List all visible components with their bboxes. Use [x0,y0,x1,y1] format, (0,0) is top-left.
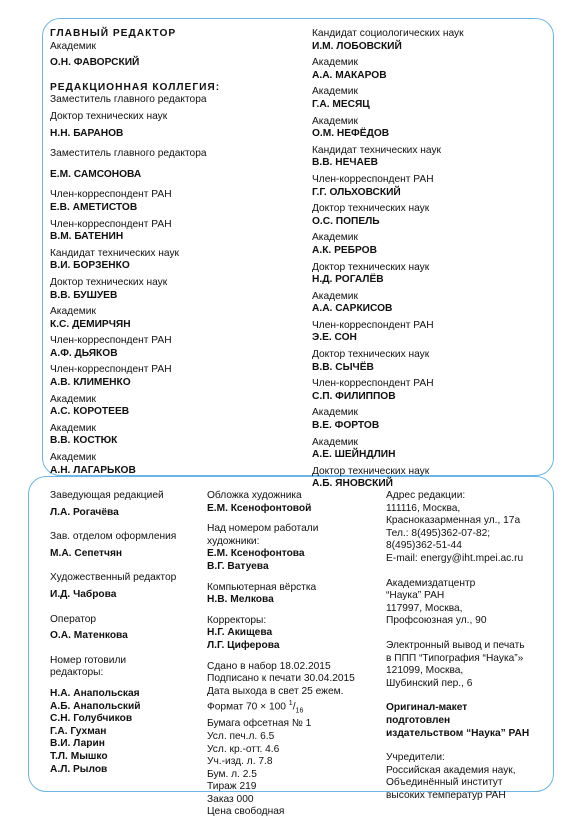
member-title: Доктор технических наук [312,465,430,477]
staff-name: М.А. Сепетчян [50,547,123,559]
member-name: Г.Г. ОЛЬХОВСКИЙ [312,186,401,198]
founders [386,752,529,802]
member-name: Г.А. МЕСЯЦ [312,98,370,110]
print-detail: Дата выхода в свет 25 ежем. [207,685,344,697]
contact-line: Российская академия наук, [386,764,516,776]
proofreader-name: Н.Г. Акищева [207,627,273,639]
staff-role: Корректоры: [207,614,267,626]
print-format: Формат 70 × 100 $^1/_{16}$ [207,700,304,715]
member-name: А.Б. ЯНОВСКИЙ [312,478,393,490]
editor-name: Н.А. Анапольская [50,687,140,699]
board-member-list [50,189,220,477]
member-name: В.В. БУШУЕВ [50,289,118,301]
editor-name: В.И. Ларин [50,738,105,750]
member-title: Академик [50,452,96,464]
editorial-board-left-column [50,28,220,477]
contact-line: Адрес редакции: [386,490,466,501]
member-name: И.М. ЛОБОВСКИЙ [312,40,402,52]
contact-line: Учредители: [386,752,445,764]
member-name: К.С. ДЕМИРЧЯН [50,318,131,330]
member-title: Академик [312,232,358,244]
member-title: Доктор технических наук [312,261,430,273]
member-title: Кандидат технических наук [50,247,180,259]
member-title: Доктор технических наук [50,276,168,288]
staff-role: Номер готовили [50,654,127,666]
contact-line: издательством “Наука” РАН [386,727,530,739]
artist-name: В.Г. Ватуева [207,560,269,572]
staff-name: Н.В. Мелкова [207,594,274,606]
contact-line: Объединённый институт [386,777,503,789]
editor-name: А.Б. Анапольский [50,700,141,712]
deputy-editor-title: Доктор технических наук [50,110,168,122]
member-title: Доктор технических наук [312,349,430,361]
member-name: О.С. ПОПЕЛЬ [312,215,380,227]
staff-name: О.А. Матенкова [50,630,128,642]
staff-role: Компьютерная вёрстка [207,581,317,593]
publisher-center [386,578,529,628]
editorial-board-right-column [312,28,464,491]
editorial-address [386,490,529,566]
staff-role: редакторы: [50,667,104,679]
print-detail: Усл. печ.л. 6.5 [207,730,275,742]
printing-house [386,640,529,690]
contact-line: высоких температур РАН [386,789,506,801]
member-title: Академик [312,115,358,127]
member-title: Доктор технических наук [312,203,430,215]
member-title: Член-корреспондент РАН [50,218,172,230]
staff-role: Оператор [50,613,97,625]
contact-line: 111116, Москва, [386,502,461,514]
chief-editor-heading: ГЛАВНЫЙ РЕДАКТОР [50,28,177,39]
print-detail: Цена свободная [207,806,285,818]
deputy-editor-name: Е.М. САМСОНОВА [50,168,142,180]
chief-editor-name: О.Н. ФАВОРСКИЙ [50,57,140,69]
member-name: С.П. ФИЛИППОВ [312,390,396,402]
imprint-contacts-column [386,490,529,802]
artist-name: Е.М. Ксенофонтова [207,548,305,560]
member-title: Академик [50,306,96,318]
contact-line: Электронный вывод и печать [386,639,525,651]
contact-line: “Наука” РАН [386,590,445,602]
print-detail: Уч.-изд. л. 7.8 [207,756,273,768]
deputy-editor-name: Н.Н. БАРАНОВ [50,127,124,139]
board-member-list [312,28,464,491]
imprint-staff-column [50,490,176,776]
print-detail: Усл. кр.-отт. 4.6 [207,743,280,755]
member-title: Член-корреспондент РАН [312,173,434,185]
contact-line: в ППП “Типография “Наука”» [386,652,524,664]
contact-line: Оригинал-макет [386,702,468,714]
deputy-editor-role: Заместитель главного редактора [50,148,207,160]
member-title: Член-корреспондент РАН [312,319,434,331]
chief-editor-title: Академик [50,40,96,52]
editor-name: Г.А. Гухман [50,725,107,737]
issue-editor-list [50,688,176,776]
staff-role: художники: [207,535,260,547]
member-name: А.Е. ШЕЙНДЛИН [312,449,396,461]
proofreader-list [207,627,355,652]
deputy-editor-role: Заместитель главного редактора [50,94,207,106]
artist-list [207,548,355,573]
contact-line: 8(495)362-51-44 [386,540,462,552]
member-name: В.Е. ФОРТОВ [312,420,380,432]
contact-line: Тел.: 8(495)362-07-82; [386,527,491,539]
imprint-artists-column [207,490,355,819]
contact-line: 121099, Москва, [386,665,464,677]
member-title: Академик [312,436,358,448]
contact-line: Красноказарменная ул., 17а [386,515,521,527]
member-title: Академик [50,422,96,434]
staff-role: Художественный редактор [50,572,177,584]
staff-name: Е.М. Ксенофонтовой [207,502,312,514]
member-title: Академик [312,57,358,69]
member-name: Е.В. АМЕТИСТОВ [50,201,138,213]
staff-role: Заведующая редакцией [50,490,164,501]
member-name: А.С. КОРОТЕЕВ [50,406,130,418]
editor-name: Т.Л. Мышко [50,750,108,762]
staff-role: Над номером работали [207,523,319,535]
print-detail: Заказ 000 [207,793,254,805]
staff-role: Зав. отделом оформления [50,531,177,543]
member-name: В.В. СЫЧЁВ [312,361,374,373]
proofreader-name: Л.Г. Циферова [207,639,280,651]
member-name: В.М. БАТЕНИН [50,231,124,243]
staff-name: И.Д. Чаброва [50,588,117,600]
contact-line: Шубинский пер., 6 [386,677,473,689]
contact-line: подготовлен [386,714,451,726]
member-name: В.В. КОСТЮК [50,435,118,447]
member-name: А.Н. ЛАГАРЬКОВ [50,464,136,476]
member-title: Член-корреспондент РАН [50,364,172,376]
member-name: В.И. БОРЗЕНКО [50,260,130,272]
member-name: Э.Е. СОН [312,332,357,344]
print-detail: Сдано в набор 18.02.2015 [207,660,331,672]
member-name: А.А. МАКАРОВ [312,69,387,81]
member-name: А.К. РЕБРОВ [312,244,377,256]
print-detail: Бумага офсетная № 1 [207,718,312,730]
contact-line: Профсоюзная ул., 90 [386,615,487,627]
member-name: А.Ф. ДЬЯКОВ [50,347,118,359]
editorial-board-heading: РЕДАКЦИОННАЯ КОЛЛЕГИЯ: [50,81,221,93]
print-details [207,661,355,819]
member-title: Академик [50,393,96,405]
member-title: Член-корреспондент РАН [50,335,172,347]
member-title: Кандидат технических наук [312,144,442,156]
member-name: А.А. САРКИСОВ [312,303,393,315]
member-title: Член-корреспондент РАН [50,189,172,201]
staff-role: Обложка художника [207,490,302,501]
editor-name: А.Л. Рылов [50,763,108,775]
original-layout-note [386,702,529,740]
member-name: О.М. НЕФЁДОВ [312,128,390,140]
editor-name: С.Н. Голубчиков [50,713,133,725]
contact-line: 117997, Москва, [386,602,463,614]
member-title: Кандидат социологических наук [312,28,464,39]
member-name: Н.Д. РОГАЛЁВ [312,274,384,286]
print-detail: Тираж 219 [207,781,257,793]
member-title: Академик [312,407,358,419]
member-title: Академик [312,290,358,302]
member-title: Академик [312,86,358,98]
print-detail: Подписано к печати 30.04.2015 [207,673,355,685]
member-name: В.В. НЕЧАЕВ [312,157,379,169]
member-name: А.В. КЛИМЕНКО [50,377,131,389]
print-detail: Бум. л. 2.5 [207,768,257,780]
staff-name: Л.А. Рогачёва [50,506,119,518]
member-title: Член-корреспондент РАН [312,378,434,390]
contact-line: E-mail: energy@iht.mpei.ac.ru [386,552,524,564]
contact-line: Академиздатцентр [386,577,476,589]
